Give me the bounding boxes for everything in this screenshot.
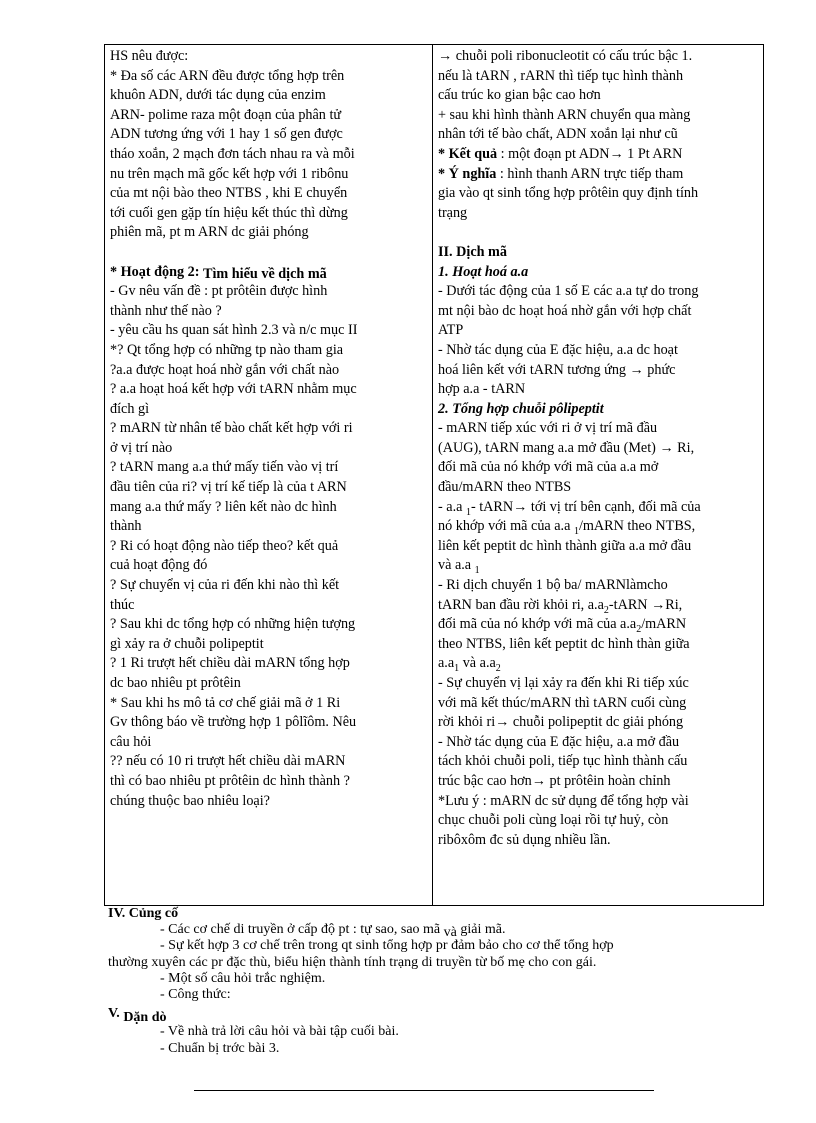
text-line: - Gv nêu vấn đề : pt prôtêin được hình: [110, 283, 328, 300]
result-label: * Kết quả: [438, 145, 498, 162]
text-line: của mt nội bào theo NTBS , khi E chuyển: [110, 185, 348, 202]
text-line: rời khỏi ri→ chuỗi polipeptit dc giải phóng: [438, 714, 684, 731]
teacher-activity-column: [110, 47, 428, 811]
text-line: thúc: [110, 596, 135, 613]
activity-heading: [110, 263, 428, 283]
text-part: - Các cơ chế di truyền ở cấp độ pt : tự sao, sao mã: [160, 922, 444, 938]
text-line: - Công thức:: [160, 986, 231, 1002]
text-line: - Một số câu hỏi trắc nghiệm.: [160, 970, 326, 986]
text-line: ribôxôm đc sủ dụng nhiều lần.: [438, 831, 611, 848]
text-part: tARN ban đầu rời khỏi ri, a.a: [438, 596, 604, 613]
text-line: thường xuyên các pr đặc thù, biểu hiện thành tính trạng di truyền từ bố mẹ cho con gái.: [108, 954, 597, 970]
text-line: tách khỏi chuỗi poli, tiếp tục hình thành cấu: [438, 753, 688, 770]
text-line: tháo xoắn, 2 mạch đơn tách nhau ra và mỗi: [110, 145, 355, 162]
content-column: [438, 47, 762, 850]
text-part: /mARN: [641, 616, 687, 633]
text-line: ? 1 Ri trượt hết chiều dài mARN tổng hợp: [110, 655, 350, 672]
text-line: [438, 596, 762, 616]
text-part: và a.a: [459, 655, 496, 672]
text-part: giải mã.: [456, 922, 506, 938]
consolidation-section: [108, 906, 768, 1057]
activity-title: Tìm hiểu về dịch mã: [203, 265, 327, 282]
text-line: hoá liên kết với tARN tương ứng → phức: [438, 361, 676, 378]
text-part: - a.a: [438, 498, 466, 515]
subscript: 1: [465, 506, 471, 518]
text-line: ? Sự chuyển vị của ri đến khi nào thì kết: [110, 577, 340, 594]
text-part: - tARN→ tới vị trí bên cạnh, đối mã của: [470, 498, 701, 515]
text-line: đầu/mARN theo NTBS: [438, 479, 572, 496]
text-line: hợp a.a - tARN: [438, 381, 526, 398]
text-line: khuôn ADN, dưới tác dụng của enzim: [110, 87, 326, 104]
meaning-label: * Ý nghĩa: [438, 165, 497, 182]
text-line: [438, 615, 762, 635]
subsection-title: 1. Hoạt hoá a.a: [438, 263, 529, 280]
text-line: ? mARN từ nhân tế bào chất kết hợp với ri: [110, 420, 353, 437]
section-heading: [108, 1006, 768, 1026]
text-line: + sau khi hình thành ARN chuyển qua màng: [438, 106, 691, 123]
text-line: câu hỏi: [110, 733, 152, 750]
text-part: -tARN →Ri,: [608, 596, 683, 613]
text-line: mt nội bào dc hoạt hoá nhờ gắn với hợp chất: [438, 302, 692, 319]
section-number: V.: [108, 1006, 120, 1022]
text-line: ?? nếu có 10 ri trượt hết chiều dài mARN: [110, 753, 346, 770]
text-line: thì có bao nhiêu pt prôtêin dc hình thành ?: [110, 772, 350, 789]
column-divider: [432, 45, 433, 905]
section-title: II. Dịch mã: [438, 243, 507, 260]
text-line: nhân tới tế bào chất, ADN xoắn lại như cũ: [438, 126, 678, 143]
text-line: mang a.a thứ mấy ? liên kết nào dc hình: [110, 498, 337, 515]
text-line: * Sau khi hs mô tả cơ chế giải mã ở 1 Ri: [110, 694, 341, 711]
activity-label: * Hoạt động 2:: [110, 263, 200, 280]
text-line: chúng thuộc bao nhiêu loại?: [110, 792, 270, 809]
meaning-line: [438, 165, 762, 185]
text-line: liên kết peptit dc hình thành giữa a.a mở đầu: [438, 537, 692, 554]
text-line: [438, 556, 762, 576]
text-line: - Ri dịch chuyển 1 bộ ba/ mARNlàmcho: [438, 577, 668, 594]
text-line: đích gì: [110, 400, 150, 417]
text-line: *Lưu ý : mARN dc sử dụng để tổng hợp vài: [438, 792, 689, 809]
meaning-text: : hình thanh ARN trực tiếp tham: [496, 165, 684, 182]
text-line: thành như thế nào ?: [110, 302, 222, 319]
text-line: cuả hoạt động đó: [110, 557, 208, 574]
text-line: - Nhờ tác dụng của E đặc hiệu, a.a mở đầu: [438, 733, 680, 750]
text-line: ARN- polime raza một đoạn của phân tử: [110, 106, 342, 123]
text-line: trạng: [438, 204, 468, 221]
text-line: ? a.a hoạt hoá kết hợp với tARN nhằm mục: [110, 381, 357, 398]
text-part: đối mã của nó khớp với mã của a.a: [438, 616, 637, 633]
text-line: HS nêu được:: [110, 48, 189, 64]
text-line: thành: [110, 518, 142, 535]
text-line: [438, 498, 762, 518]
text-line: * Đa số các ARN đều được tổng hợp trên: [110, 67, 345, 84]
text-line: - mARN tiếp xúc với ri ở vị trí mã đầu: [438, 420, 658, 437]
subscript: 1: [573, 526, 579, 538]
subscript: 1: [454, 663, 460, 675]
text-line: - Sự chuyển vị lại xảy ra đến khi Ri tiếp xúc: [438, 675, 689, 691]
text-line: ADN tương ứng với 1 hay 1 số gen được: [110, 126, 343, 143]
text-line: nếu là tARN , rARN thì tiếp tục hình thành: [438, 67, 684, 84]
text-line: phiên mã, pt m ARN dc giải phóng: [110, 224, 309, 241]
text-line: - Nhờ tác dụng của E đặc hiệu, a.a dc hoạt: [438, 341, 678, 358]
subsection-title: 2. Tổng hợp chuỗi pôlipeptit: [438, 400, 604, 417]
text-line: ? Ri có hoạt động nào tiếp theo? kết quả: [110, 537, 339, 554]
text-line: *? Qt tổng hợp có những tp nào tham gia: [110, 341, 344, 358]
text-line: đầu tiên của ri? vị trí kế tiếp là của t ARN: [110, 479, 347, 496]
text-line: ATP: [438, 322, 464, 339]
text-line: gia vào qt sinh tổng hợp prôtêin quy định tính: [438, 185, 699, 202]
text-part: và a.a: [438, 557, 475, 574]
section-title: Dặn dò: [123, 1010, 167, 1026]
result-text: : một đoạn pt ADN→ 1 Pt ARN: [497, 145, 683, 162]
text-part: /mARN theo NTBS,: [578, 518, 696, 535]
text-line: nu trên mạch mã gốc kết hợp với 1 ribônu: [110, 165, 349, 182]
bottom-divider: [194, 1090, 654, 1091]
text-line: → chuỗi poli ribonucleotit có cấu trúc bậc 1.: [438, 48, 693, 64]
text-line: - Chuẩn bị trớc bài 3.: [160, 1040, 280, 1056]
text-line: cấu trúc ko gian bậc cao hơn: [438, 87, 601, 104]
text-line: ? tARN mang a.a thứ mấy tiến vào vị trí: [110, 459, 339, 476]
result-line: [438, 145, 762, 165]
text-line: ? Sau khi dc tổng hợp có những hiện tượng: [110, 616, 356, 633]
text-part: a.a: [438, 655, 455, 672]
text-line: dc bao nhiêu pt prôtêin: [110, 675, 241, 691]
text-line: theo NTBS, liên kết peptit dc hình thàn giữa: [438, 635, 690, 652]
text-line: - Sự kết hợp 3 cơ chế trên trong qt sinh tổng hợp pr đảm bảo cho cơ thể tổng hợp: [160, 938, 614, 954]
text-line: chục chuỗi poli cùng loại rồi tự huỷ, còn: [438, 812, 669, 829]
text-line: - yêu cầu hs quan sát hình 2.3 và n/c mục II: [110, 322, 358, 339]
subscript: 1: [474, 565, 480, 577]
text-line: [108, 922, 768, 941]
text-part: nó khớp với mã của a.a: [438, 518, 574, 535]
text-line: trúc bậc cao hơn→ pt prôtêin hoàn chỉnh: [438, 772, 671, 789]
text-line: - Dưới tác động của 1 số E các a.a tự do trong: [438, 283, 699, 300]
text-line: với mã kết thúc/mARN thì tARN cuối cùng: [438, 694, 687, 711]
text-line: (AUG), tARN mang a.a mở đầu (Met) → Ri,: [438, 439, 695, 456]
text-line: - Về nhà trả lời câu hỏi và bài tập cuối bài.: [160, 1024, 399, 1040]
text-line: gì xảy ra ở chuỗi polipeptit: [110, 635, 264, 652]
subscript: 2: [603, 604, 609, 616]
text-line: đối mã của nó khớp với mã của a.a mở: [438, 459, 659, 476]
text-line: ?a.a được hoạt hoá nhờ gắn với chất nào: [110, 361, 340, 378]
text-part: và: [443, 925, 457, 941]
subscript: 2: [636, 624, 642, 636]
section-heading: IV. Củng cố: [108, 906, 179, 921]
text-line: [438, 654, 762, 674]
text-line: Gv thông báo về trường hợp 1 pôlĩôm. Nêu: [110, 714, 357, 731]
text-line: [438, 517, 762, 537]
lesson-table: [104, 44, 764, 906]
subscript: 2: [495, 663, 501, 675]
text-line: tới cuối gen gặp tín hiệu kết thúc thì dừng: [110, 204, 348, 221]
text-line: ở vị trí nào: [110, 439, 173, 456]
